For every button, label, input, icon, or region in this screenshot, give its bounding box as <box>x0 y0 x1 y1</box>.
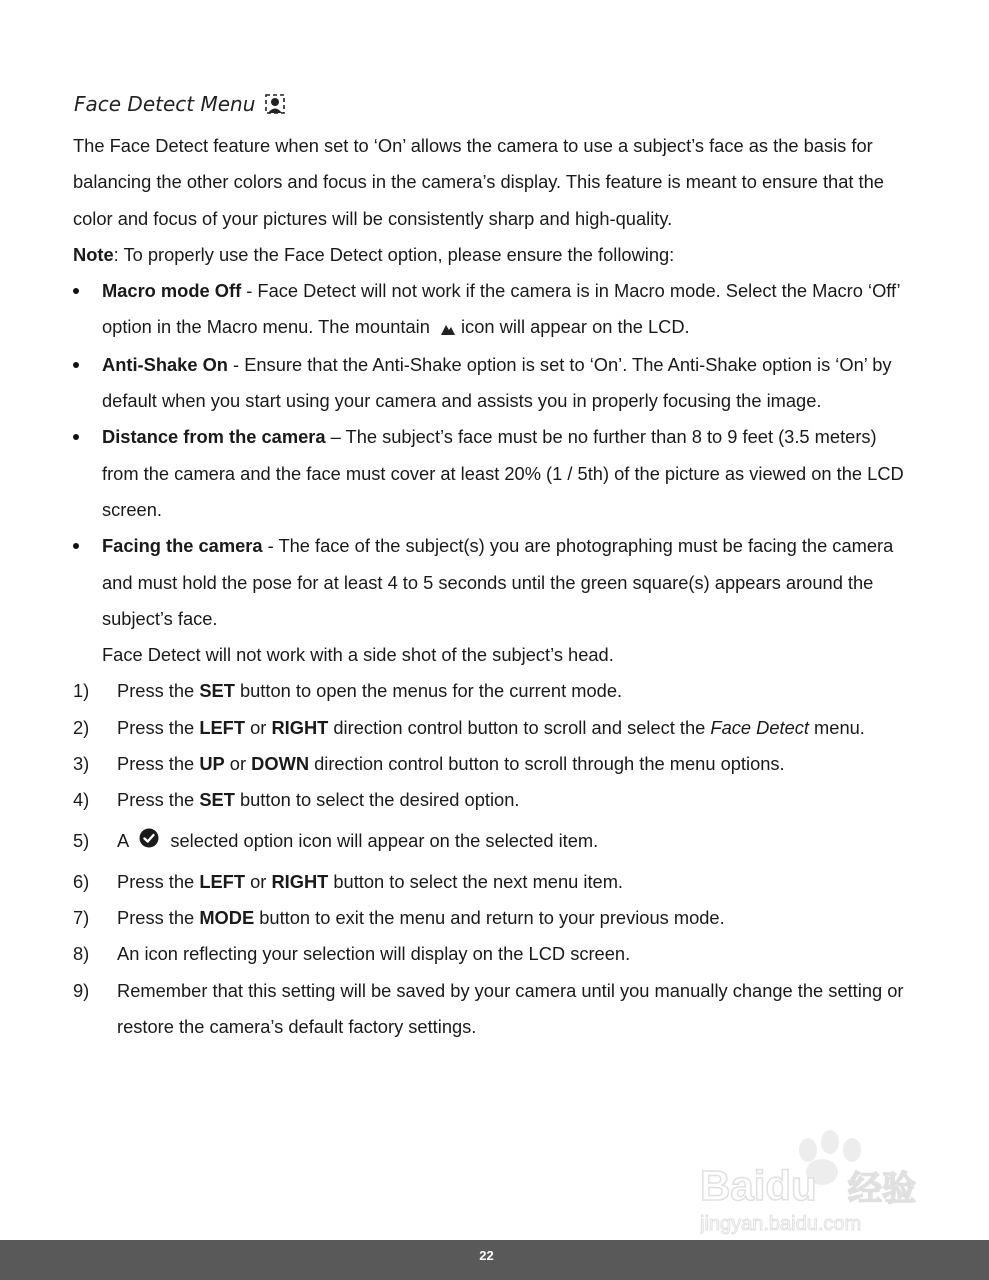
step-text: button to open the menus for the current mode. <box>234 680 623 702</box>
section-heading <box>74 92 285 116</box>
step-text: Press the <box>117 716 200 738</box>
button-name: SET <box>199 680 235 702</box>
requirements-list <box>73 273 913 637</box>
step-text: or <box>245 716 272 738</box>
step-text: button to select the desired option. <box>234 789 520 811</box>
list-item <box>73 528 913 637</box>
step-number: 3) <box>73 753 90 775</box>
button-name: LEFT <box>199 716 246 738</box>
page-number: 22 <box>479 1248 494 1263</box>
step-text: direction control button to scroll through the menu options. <box>309 753 785 775</box>
section-title: Face Detect Menu <box>74 92 256 116</box>
footer-bar <box>0 1240 989 1280</box>
bullet-text: - Face Detect will not work if the camera is in Macro mode. Select the Macro ‘Off’ option in the Macro menu. The mountain <box>102 280 900 338</box>
button-name: RIGHT <box>271 870 329 892</box>
bullet-dot <box>73 434 79 440</box>
step-text: An icon reflecting your selection will display on the LCD screen. <box>117 943 631 965</box>
step-text: Press the <box>117 870 200 892</box>
step-item <box>73 673 913 709</box>
face-detect-icon <box>265 94 285 114</box>
bullet-title: Facing the camera <box>102 535 263 557</box>
step-item <box>73 936 913 972</box>
button-name: RIGHT <box>271 716 329 738</box>
button-name: DOWN <box>251 753 310 775</box>
step-item <box>73 900 913 936</box>
step-item <box>73 782 913 818</box>
bullet-text-after-icon: icon will appear on the LCD. <box>461 316 690 338</box>
bullet-title: Anti-Shake On <box>102 353 228 375</box>
step-text: Press the <box>117 789 200 811</box>
step-text: button to select the next menu item. <box>328 870 624 892</box>
bullet-title: Macro mode Off <box>102 280 242 302</box>
step-number: 9) <box>73 979 90 1001</box>
bullet-dot <box>73 288 79 294</box>
svg-text:jingyan.baidu.com <box>700 1213 861 1235</box>
step-text: or <box>224 753 252 775</box>
button-name: MODE <box>199 907 255 929</box>
list-item <box>73 347 913 420</box>
step-text: Press the <box>117 753 200 775</box>
step-number: 8) <box>73 943 90 965</box>
note-text: : To properly use the Face Detect option, please ensure the following: <box>113 243 675 265</box>
step-item <box>73 710 913 746</box>
bullet-text: - Ensure that the Anti-Shake option is set to ‘On’. The Anti-Shake option is ‘On’ by default when you start using your camera and assists you in properly focusing the image. <box>102 353 892 412</box>
side-shot-note: Face Detect will not work with a side shot of the subject’s head. <box>102 644 614 666</box>
step-text: button to exit the menu and return to your previous mode. <box>254 907 725 929</box>
button-name: LEFT <box>199 870 246 892</box>
step-text: selected option icon will appear on the selected item. <box>170 829 599 851</box>
bullet-text: – The subject’s face must be no further than 8 to 9 feet (3.5 meters) from the camera and the face must cover at least 20% (1 / 5th) of the picture as viewed on the LCD screen. <box>102 426 904 520</box>
page-body <box>73 128 913 1045</box>
step-item <box>73 819 913 864</box>
svg-text:Baidu <box>700 1162 817 1209</box>
mountain-icon <box>441 311 455 347</box>
selected-check-icon <box>139 820 159 864</box>
list-item <box>73 273 913 347</box>
step-item <box>73 973 913 1046</box>
note-paragraph <box>73 237 913 273</box>
step-number: 6) <box>73 870 90 892</box>
step-text: Press the <box>117 907 200 929</box>
bullet-text: - The face of the subject(s) you are photographing must be facing the camera and must hold the pose for at least 4 to 5 seconds until the green square(s) appears around the subject’s face. <box>102 535 894 629</box>
watermark-chinese: 经验 <box>848 1169 916 1209</box>
bullet-dot <box>73 543 79 549</box>
watermark-url: jingyan.baidu.com <box>700 1213 862 1235</box>
bullet-dot <box>73 362 79 368</box>
button-name: UP <box>199 753 225 775</box>
step-number: 4) <box>73 789 90 811</box>
step-text: or <box>245 870 272 892</box>
list-item <box>73 419 913 528</box>
baidu-watermark <box>700 1128 940 1238</box>
button-name: SET <box>199 789 235 811</box>
step-text: direction control button to scroll and select the <box>328 716 711 738</box>
steps-list <box>73 673 913 1045</box>
step-number: 1) <box>73 680 90 702</box>
step-text: Press the <box>117 680 200 702</box>
step-number: 7) <box>73 907 90 929</box>
step-text: A <box>117 829 129 851</box>
step-number: 5) <box>73 829 90 851</box>
menu-name: Face Detect <box>710 716 809 738</box>
intro-paragraph: The Face Detect feature when set to ‘On’ allows the camera to use a subject’s face as the basis for balancing the other colors and focus in the camera’s display. This feature is meant to ensure that the color and focus of your pictures will be consistently sharp and high-quality. <box>73 135 884 229</box>
step-text: Remember that this setting will be saved by your camera until you manually change the setting or restore the camera’s default factory settings. <box>117 979 904 1038</box>
step-item <box>73 864 913 900</box>
step-text: menu. <box>808 716 865 738</box>
note-label: Note <box>73 243 114 265</box>
svg-text:经验 <box>848 1169 916 1209</box>
watermark-brand: Baidu <box>700 1162 817 1209</box>
bullet-title: Distance from the camera <box>102 426 326 448</box>
step-number: 2) <box>73 716 90 738</box>
step-item <box>73 746 913 782</box>
